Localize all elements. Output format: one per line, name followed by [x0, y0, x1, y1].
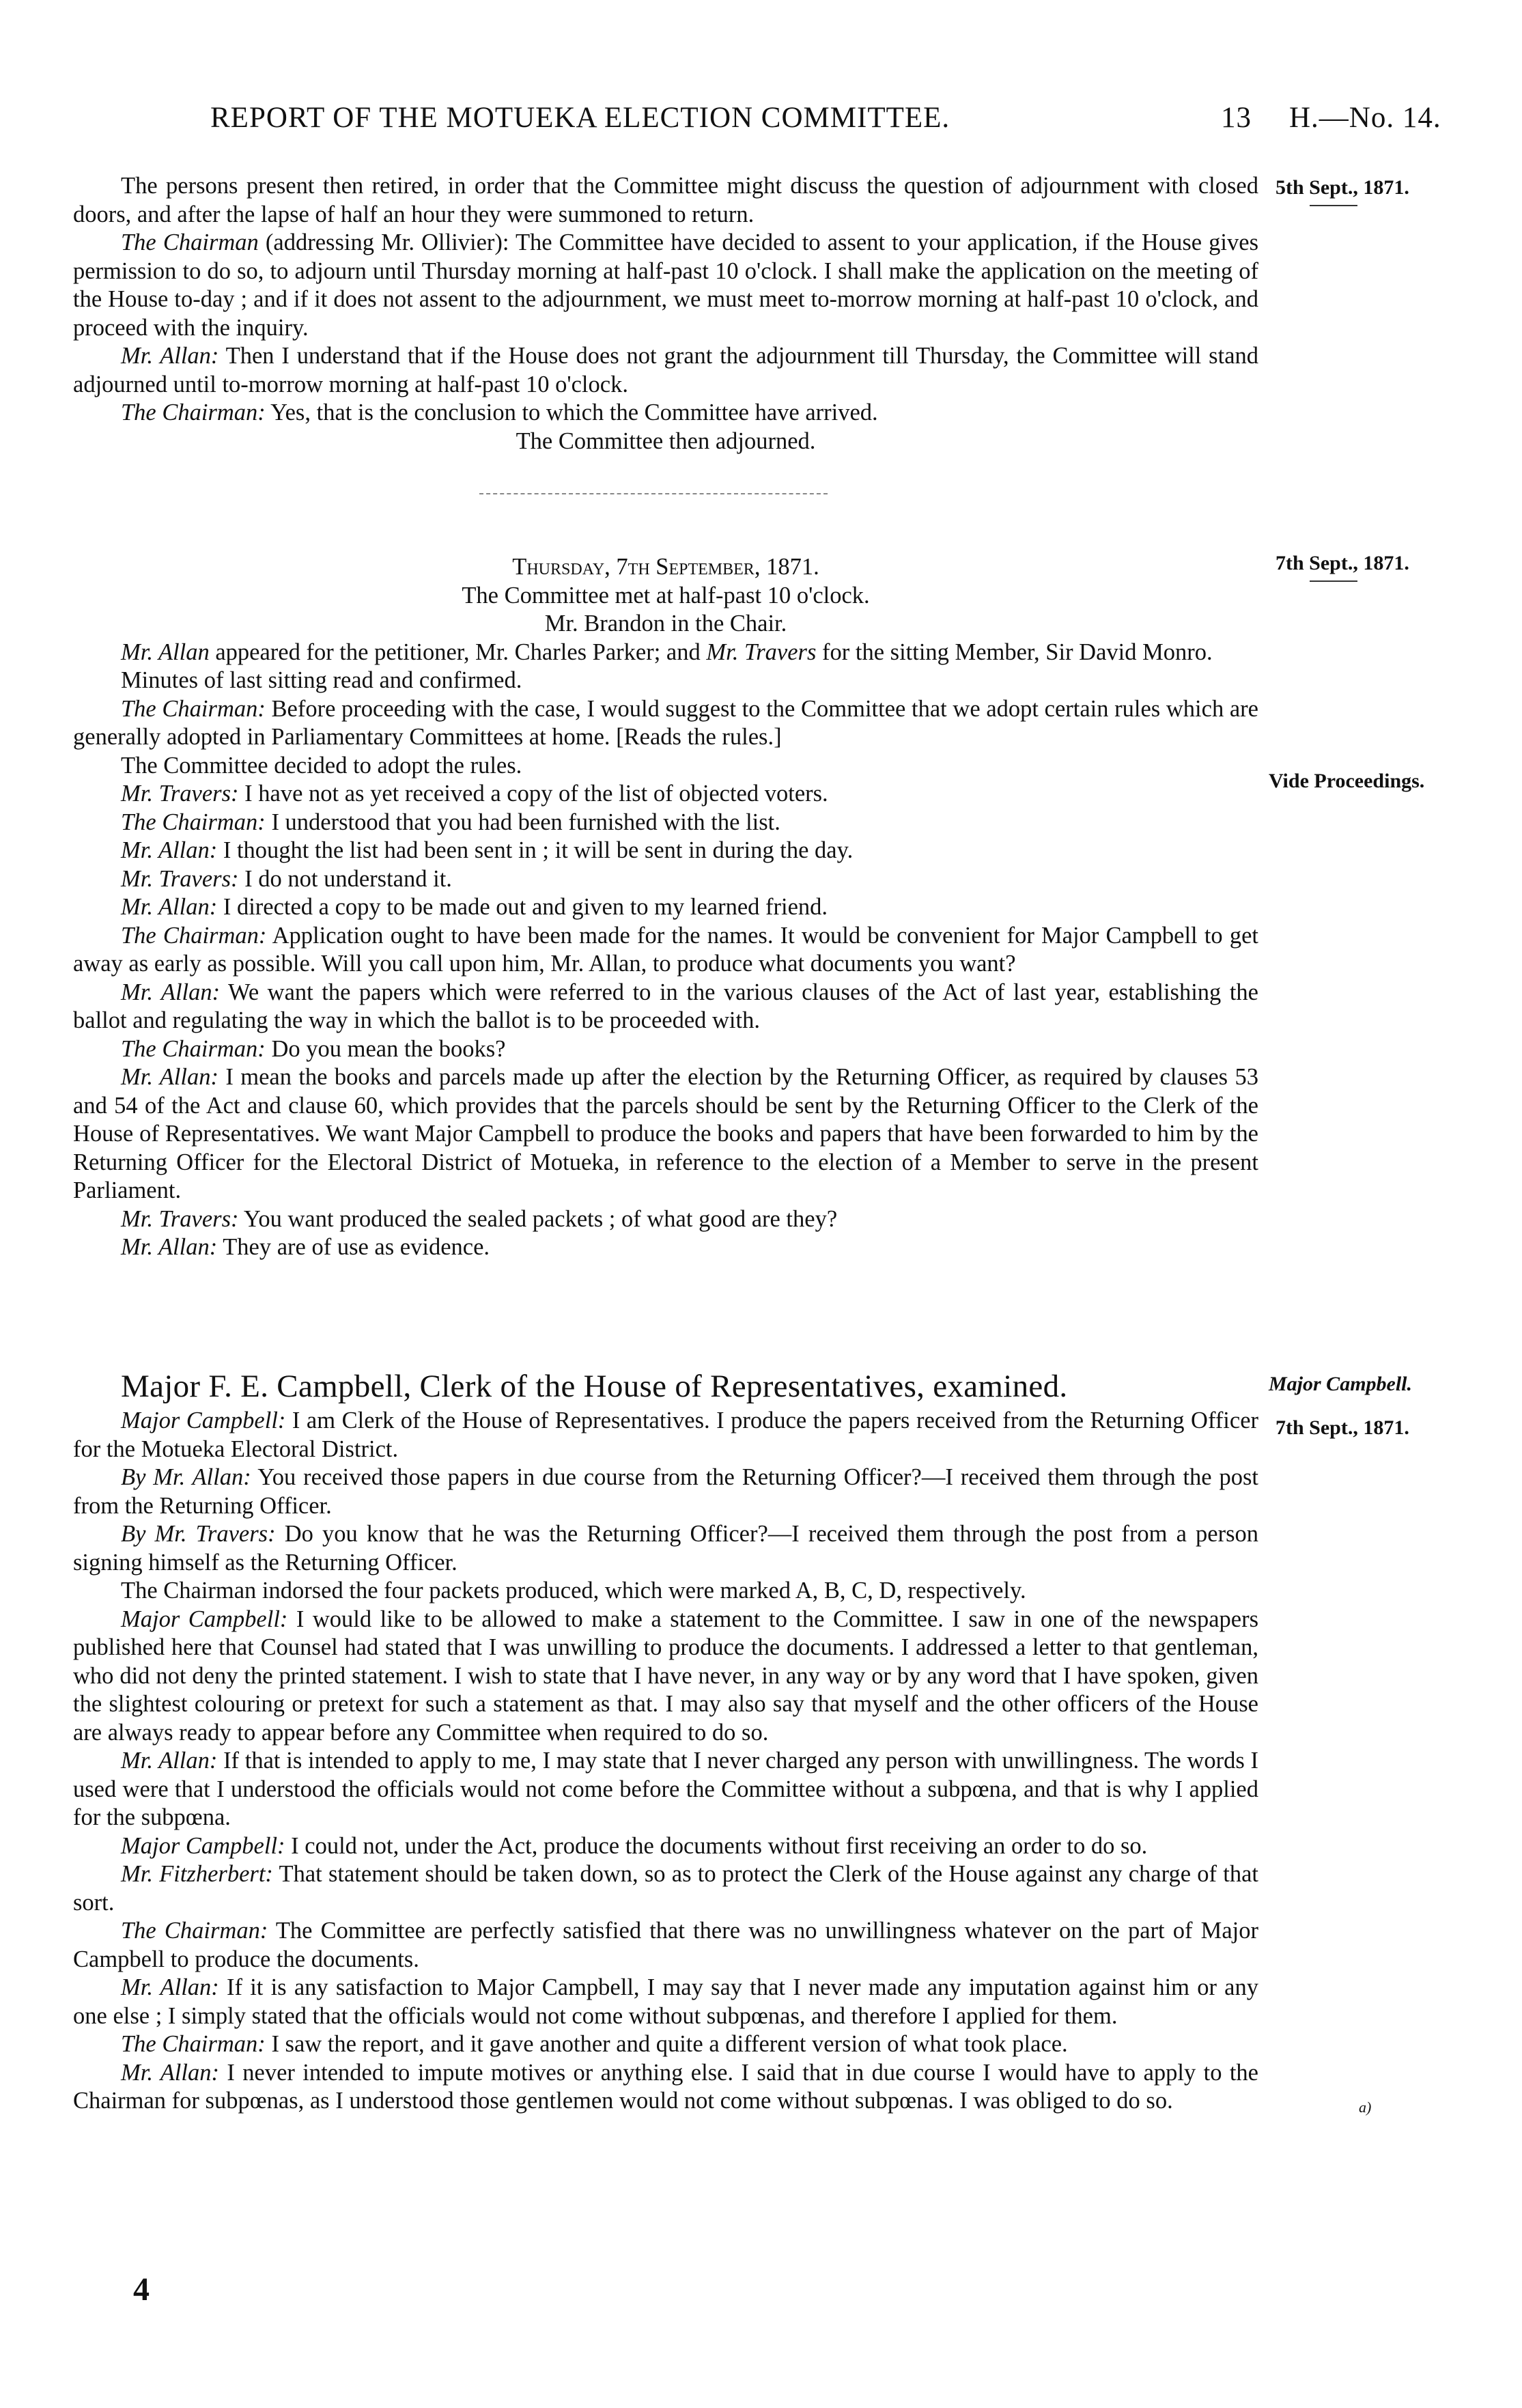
page-number: 13 — [1221, 102, 1252, 134]
paragraph — [73, 780, 1258, 809]
paragraph — [73, 1974, 1258, 2030]
sitting-date: Thursday, 7th September, 1871. — [512, 554, 819, 580]
speech: I would like to be allowed to make a statement to the Committee. I saw in one of the newspapers published here that Counsel had stated that I was unwilling to produce the documents. I addressed a letter to that gentleman, who did not deny the printed statement. I wish to state that I have never, in any way or by any word that I have spoken, given the slightest colouring or pretext for such a statement as that. I may also say that myself and the other officers of the House are always ready to appear before any Committee when required to do so. — [73, 1606, 1259, 1746]
speaker: Mr. Allan: — [121, 894, 218, 920]
speaker: Major Campbell: — [121, 1606, 288, 1632]
speaker: Mr. Allan: — [121, 837, 218, 863]
paragraph — [73, 979, 1258, 1035]
speaker: The Chairman: — [121, 400, 266, 425]
paragraph: The Chairman indorsed the four packets produced, which were marked A, B, C, D, respectively. — [121, 1578, 1026, 1604]
margin-note-text: 7th Sept., 1871. — [1276, 552, 1409, 574]
speech: I understood that you had been furnished with the list. — [265, 809, 780, 835]
speech: Do you mean the books? — [265, 1035, 506, 1062]
margin-rule — [1310, 205, 1357, 206]
paragraph — [73, 1233, 1258, 1262]
speaker: Major Campbell: — [121, 1832, 285, 1859]
speaker: The Chairman: — [121, 1918, 268, 1944]
paragraph — [73, 1035, 1258, 1064]
speech: I am Clerk of the House of Representatives. I produce the papers received from the Returning Officer for the Motueka Electoral District. — [73, 1408, 1259, 1462]
margin-rule — [1310, 580, 1357, 582]
speaker: Mr. Allan: — [121, 1974, 219, 2000]
paragraph — [73, 1464, 1258, 1520]
margin-note-text: 7th Sept., 1871. — [1276, 1416, 1409, 1439]
speech: That statement should be taken down, so as to protect the Clerk of the House against any charge of that sort. — [73, 1861, 1258, 1916]
margin-note-text: 5th Sept., 1871. — [1276, 176, 1409, 199]
paragraph — [73, 1860, 1258, 1917]
section-campbell-examination — [73, 1366, 1258, 2116]
margin-note-text: Vide Proceedings. — [1269, 770, 1425, 792]
page-header — [0, 101, 1522, 142]
paragraph — [73, 1063, 1258, 1205]
speaker: The Chairman — [121, 229, 259, 255]
speaker: Mr. Travers: — [121, 781, 239, 807]
speech: I have not as yet received a copy of the list of objected voters. — [238, 781, 828, 807]
speech: I do not understand it. — [238, 865, 452, 892]
paragraph — [73, 837, 1258, 865]
paragraph — [73, 893, 1258, 922]
paragraph: The Committee decided to adopt the rules. — [121, 752, 522, 779]
speaker: Mr. Allan: — [121, 343, 219, 369]
stray-margin-mark: a) — [1359, 2099, 1372, 2116]
paper-number: H.—No. 14. — [1289, 102, 1441, 134]
speaker: Major Campbell: — [121, 1408, 286, 1433]
section-divider — [479, 493, 828, 494]
paragraph — [73, 1407, 1258, 1464]
speaker: By Mr. Allan: — [121, 1464, 251, 1490]
speech: You received those papers in due course from the Returning Officer?—I received them through the post from the Returning Officer. — [73, 1464, 1258, 1519]
section-adjournment — [73, 172, 1258, 456]
paragraph — [73, 1832, 1258, 1861]
speech: I directed a copy to be made out and given to my learned friend. — [217, 894, 828, 920]
speaker: Mr. Allan: — [121, 2059, 219, 2086]
speech: Before proceeding with the case, I would suggest to the Committee that we adopt certain rules which are generally adopted in Parliamentary Committees at home. [Reads the rules.] — [73, 695, 1258, 750]
paragraph — [73, 1917, 1258, 1974]
paragraph — [73, 695, 1258, 752]
paragraph: Minutes of last sitting read and confirmed. — [121, 667, 522, 693]
chair-line: Mr. Brandon in the Chair. — [544, 611, 787, 636]
paragraph — [73, 2059, 1258, 2116]
speaker: Mr. Allan: — [121, 979, 221, 1005]
speech: I never intended to impute motives or anything else. I said that in due course I would have to apply to the Chairman for subpœnas, as I understood those gentlemen would not come without subpœnas. I was obliged to do so. — [73, 2059, 1258, 2114]
speech: If that is intended to apply to me, I may state that I never charged any person with unwillingness. The words I used were that I understood the officials would not come before the Committee without a subpœna, and that is why I applied for the subpœna. — [73, 1748, 1258, 1830]
speech: Application ought to have been made for the names. It would be convenient for Major Campbell to get away as early as possible. Will you call upon him, Mr. Allan, to produce what documents you want? — [73, 922, 1258, 977]
speaker: Mr. Fitzherbert: — [121, 1861, 273, 1887]
paragraph — [73, 865, 1258, 894]
paragraph — [73, 342, 1258, 399]
speaker: Mr. Allan: — [121, 1064, 219, 1090]
speech: I thought the list had been sent in ; it will be sent in during the day. — [217, 837, 854, 863]
speech: We want the papers which were referred to in the various clauses of the Act of last year, establishing the ballot and regulating the way in which the ballot is to be proceeded with. — [73, 979, 1258, 1033]
speech: Do you know that he was the Returning Officer?—I received them through the post from a person signing himself as the Returning Officer. — [73, 1521, 1258, 1576]
section-thursday-sitting — [73, 553, 1258, 1262]
speaker: The Chairman: — [121, 2031, 266, 2057]
margin-note-witness — [1269, 1373, 1412, 1396]
sitting-time: The Committee met at half-past 10 o'clock. — [462, 582, 870, 608]
speaker: Mr. Allan: — [121, 1234, 218, 1260]
paragraph — [73, 1606, 1258, 1748]
speaker: The Chairman: — [121, 1035, 266, 1062]
paragraph — [73, 809, 1258, 837]
margin-note-date-3 — [1276, 1416, 1409, 1440]
speech: I mean the books and parcels made up after the election by the Returning Officer, as required by clauses 53 and 54 of the Act and clause 60, which provides that the parcels should be sent by the Returning Officer to the Clerk of the House of Representatives. We want Major Campbell to produce the books and papers that have been forwarded to him by the Returning Officer for the Electoral District of Motueka, in reference to the election of a Member to serve in the present Parliament. — [73, 1064, 1258, 1203]
speech: appeared for the petitioner, Mr. Charles Parker; and — [209, 639, 707, 665]
speaker: The Chairman: — [121, 922, 267, 949]
speech: They are of use as evidence. — [217, 1234, 490, 1260]
speaker: The Chairman: — [121, 809, 266, 835]
signature-mark: 4 — [133, 2271, 150, 2308]
paragraph: The persons present then retired, in order that the Committee might discuss the question of adjournment with closed doors, and after the lapse of half an hour they were summoned to return. — [73, 173, 1258, 227]
margin-note-date-1 — [1276, 176, 1409, 206]
paragraph — [73, 1520, 1258, 1577]
speaker: Mr. Allan — [121, 639, 210, 665]
speaker: Mr. Travers: — [121, 865, 239, 892]
adjourned-line: The Committee then adjourned. — [516, 428, 816, 454]
speech: I could not, under the Act, produce the documents without first receiving an order to do so. — [285, 1832, 1148, 1859]
speech: Yes, that is the conclusion to which the Committee have arrived. — [265, 400, 878, 425]
paragraph — [73, 2030, 1258, 2059]
speech: I saw the report, and it gave another and quite a different version of what took place. — [265, 2031, 1068, 2057]
margin-note-text: Major Campbell. — [1269, 1373, 1413, 1395]
speaker: Mr. Travers — [706, 639, 817, 665]
paragraph — [73, 1747, 1258, 1832]
speaker: Mr. Allan: — [121, 1748, 218, 1774]
speaker: Mr. Travers: — [121, 1205, 239, 1232]
speech: (addressing Mr. Ollivier): The Committee have decided to assent to your application, if the House gives permission to do so, to adjourn until Thursday morning at half-past 10 o'clock. I shall make the application on the meeting of the House to-day ; and if it does not assent to the adjournment, we must meet to-morrow morning at half-past 10 o'clock, and proceed with the inquiry. — [73, 229, 1259, 341]
paragraph — [73, 922, 1258, 979]
speech: You want produced the sealed packets ; of what good are they? — [238, 1205, 838, 1232]
speech: If it is any satisfaction to Major Campbell, I may say that I never made any imputation against him or any one else ; I simply stated that the officials would not come without subpœnas, and therefore I applied for them. — [73, 1974, 1258, 2029]
paragraph — [73, 1205, 1258, 1234]
paragraph — [73, 639, 1258, 667]
speech: for the sitting Member, Sir David Monro. — [816, 639, 1213, 665]
paragraph — [73, 229, 1258, 342]
witness-heading: Major F. E. Campbell, Clerk of the House of Representatives, examined. — [121, 1369, 1068, 1404]
paragraph — [73, 399, 1258, 428]
margin-note-date-2 — [1276, 552, 1409, 582]
speaker: The Chairman: — [121, 695, 266, 722]
speech: The Committee are perfectly satisfied that there was no unwillingness whatever on the part of Major Campbell to produce the documents. — [73, 1918, 1258, 1972]
speaker: By Mr. Travers: — [121, 1521, 276, 1547]
speech: Then I understand that if the House does not grant the adjournment till Thursday, the Committee will stand adjourned until to-morrow morning at half-past 10 o'clock. — [73, 343, 1259, 397]
report-title: REPORT OF THE MOTUEKA ELECTION COMMITTEE. — [210, 102, 950, 134]
margin-note-vide — [1269, 770, 1424, 793]
